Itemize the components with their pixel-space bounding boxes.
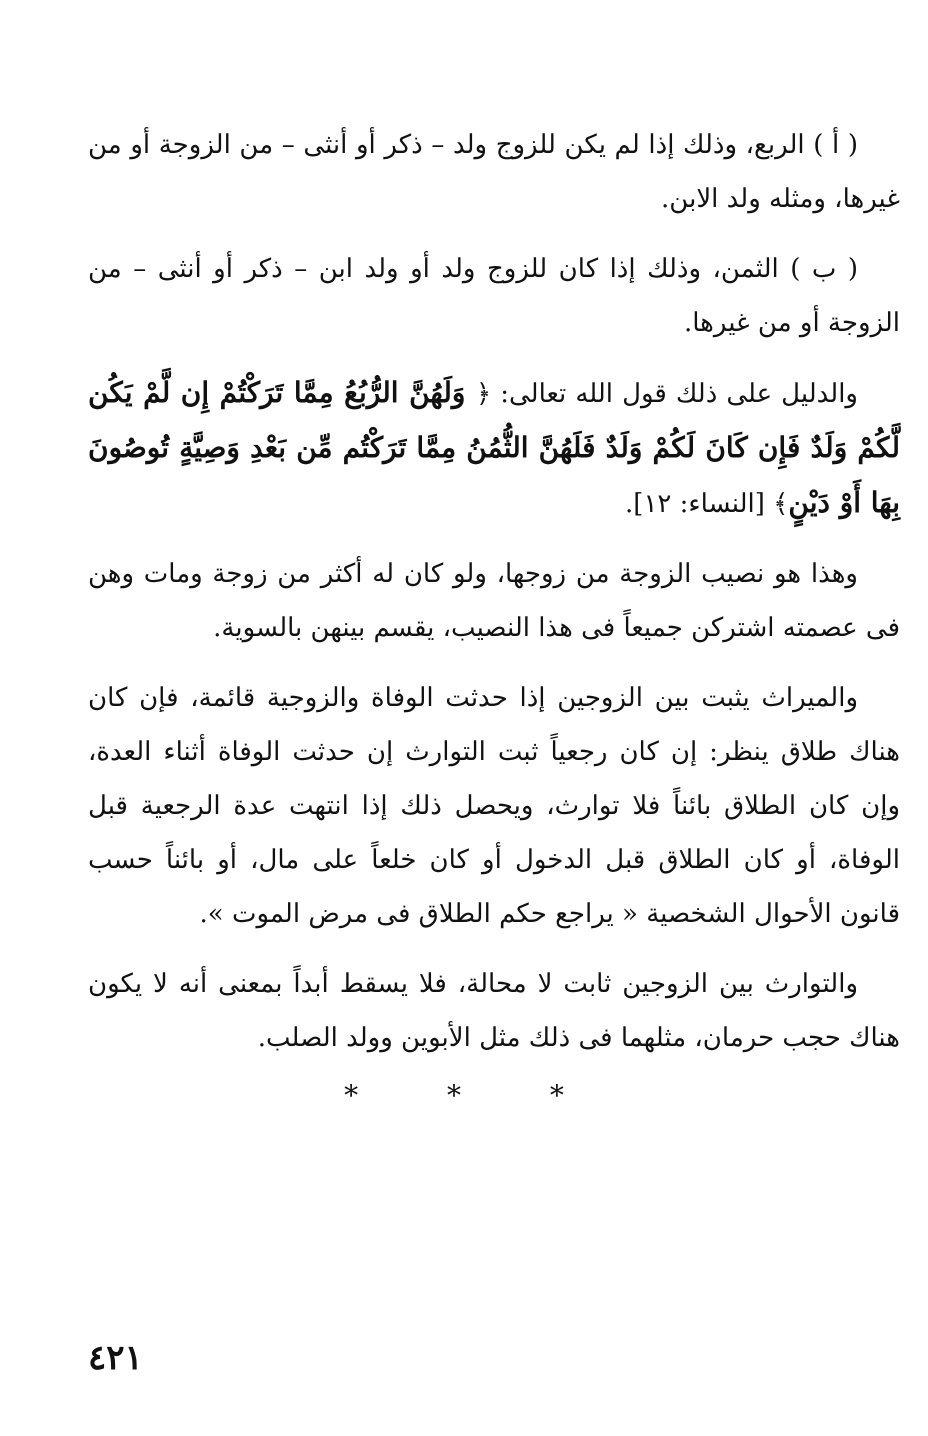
page-number: ٤٢١: [88, 1338, 143, 1378]
paragraph-inheritance-conditions: والميراث يثبت بين الزوجين إذا حدثت الوفاة والزوجية قائمة، فإن كان هناك طلاق ينظر: إن كان رجعياً ثبت التوارث إن حدثت الوفاة أثناء العدة، وإن كان الطلاق بائناً فلا توارث، ويحصل ذلك إذا انتهت عدة الرجعية قبل الوفاة، أو كان الطلاق قبل الدخول أو كان خلعاً على مال، أو بائناً حسب قانون الأحوال الشخصية « يراجع حكم الطلاق فى مرض الموت ».: [88, 683, 900, 929]
verse-reference: ﴾ [النساء: ١٢].: [625, 489, 789, 519]
evidence-intro: والدليل على ذلك قول الله تعالى: ﴿: [475, 379, 858, 409]
paragraph-quran-evidence: [88, 366, 900, 531]
paragraph-wife-share: وهذا هو نصيب الزوجة من زوجها، ولو كان له أكثر من زوجة ومات وهن فى عصمته اشتركن جميعاً فى هذا النصيب، يقسم بينهن بالسوية.: [88, 559, 900, 643]
paragraph-rub: ( أ ) الربع، وذلك إذا لم يكن للزوج ولد – ذكر أو أنثى – من الزوجة أو من غيرها، ومثله ولد الابن.: [88, 130, 900, 214]
section-separator: * * *: [344, 1079, 604, 1112]
paragraph-mutual-inheritance: والتوارث بين الزوجين ثابت لا محالة، فلا يسقط أبداً بمعنى أنه لا يكون هناك حجب حرمان، مثلهما فى ذلك مثل الأبوين وولد الصلب.: [88, 969, 900, 1053]
quran-verse: وَلَهُنَّ الرُّبُعُ مِمَّا تَرَكْتُمْ إِن لَّمْ يَكُن لَّكُمْ وَلَدٌ فَإِن كَانَ لَكُمْ وَلَدٌ فَلَهُنَّ الثُّمُنُ مِمَّا تَرَكْتُم مِّن بَعْدِ وَصِيَّةٍ تُوصُونَ بِهَا أَوْ دَيْنٍ: [88, 376, 900, 519]
paragraph-thumun: ( ب ) الثمن، وذلك إذا كان للزوج ولد أو ولد ابن – ذكر أو أنثى – من الزوجة أو من غيرها.: [88, 254, 900, 338]
page-body: [88, 118, 900, 1112]
